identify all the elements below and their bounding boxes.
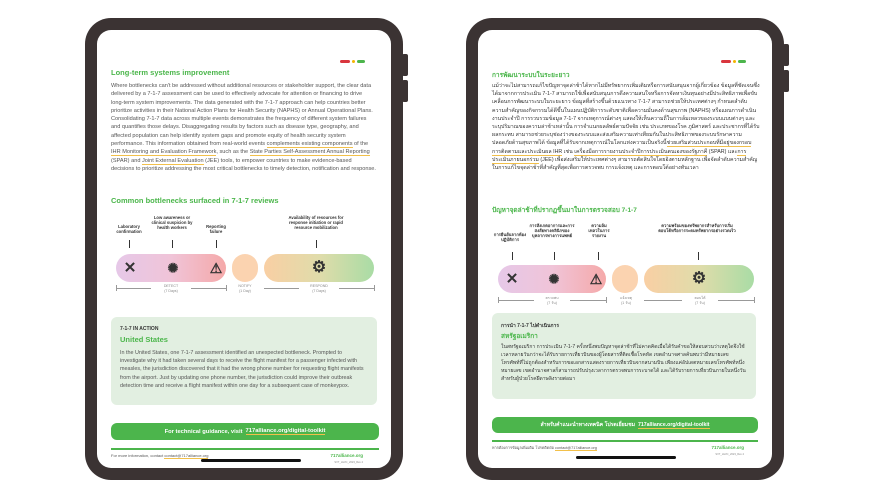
- bottleneck-label: การยืนยันจากห้องปฏิบัติการ: [493, 232, 527, 242]
- phase-name: ตอบโต้: [694, 296, 706, 300]
- text-span: , such as the: [216, 149, 250, 156]
- card-title: สหรัฐอเมริกา: [501, 333, 538, 340]
- volume-button: [783, 70, 789, 92]
- red-dot: [721, 60, 731, 63]
- technical-guidance-banner[interactable]: [111, 423, 379, 440]
- respond-pill: [264, 254, 374, 282]
- phase-notify: [231, 284, 259, 294]
- body-paragraph: [111, 82, 376, 173]
- cta-text: สำหรับคำแนะนำทางเทคนิค โปรดเยี่ยมชม: [540, 422, 636, 428]
- footer-site-link[interactable]: 717alliance.org: [711, 445, 744, 450]
- phase-duration: (7 Days): [312, 289, 326, 293]
- revision-code: SVT_HLVC_2023_Rev 4: [334, 461, 363, 464]
- link-complements[interactable]: complements existing components: [266, 141, 353, 148]
- revision-code: SVT_HLVC_2023_Rev 4: [715, 453, 744, 456]
- section-title: การพัฒนาระบบในระยะยาว: [492, 72, 570, 79]
- phase-duration: (1 วัน): [621, 301, 631, 305]
- english-page: [111, 30, 377, 468]
- toolkit-link[interactable]: 717alliance.org/digital-toolkit: [245, 428, 326, 434]
- axis-end: [498, 297, 499, 303]
- text-span: (SPAR) and: [111, 157, 142, 164]
- tick: [316, 240, 317, 248]
- phase-detect: [534, 296, 570, 306]
- phase-duration: (7 Days): [164, 289, 178, 293]
- green-dot: [357, 60, 365, 63]
- contact-email-link[interactable]: contact@717alliance.org: [164, 453, 209, 458]
- gear-icon: ⚙: [691, 270, 707, 287]
- text-span: (SPAR) และ: [707, 148, 738, 155]
- link-jee[interactable]: Joint External Evaluation: [141, 157, 204, 164]
- toolkit-link[interactable]: 717alliance.org/digital-toolkit: [638, 421, 710, 428]
- bottleneck-label: Low awareness or clinical suspicion by health workers: [151, 215, 193, 230]
- tick: [172, 240, 173, 248]
- section-title: Long-term systems improvement: [111, 68, 230, 77]
- footer-contact: [111, 453, 208, 458]
- green-dot: [738, 60, 746, 63]
- tick: [698, 252, 699, 260]
- text-span: of the: [352, 141, 369, 148]
- bottleneck-label: ความพร้อมของทรัพยากรสำหรับการเริ่มตอบโต้หรือการระดมทรัพยากรอย่างรวดเร็ว: [658, 223, 736, 233]
- respond-pill: [644, 265, 754, 293]
- card-kicker: 7-1-7 IN ACTION: [120, 326, 159, 332]
- cta-text: For technical guidance, visit: [164, 428, 243, 435]
- tick: [129, 240, 130, 248]
- link-ihr-framework[interactable]: IHR Monitoring and Evaluation Framework: [111, 149, 217, 156]
- bottleneck-label: Laboratory confirmation: [116, 224, 142, 234]
- link-jee[interactable]: การประเมินภายนอกร่วม: [492, 148, 747, 163]
- bottleneck-label: ความล้มเหลวในการรายงาน: [588, 223, 610, 238]
- phase-detect: [151, 284, 191, 294]
- gear-icon: ⚙: [311, 259, 327, 276]
- warning-icon: ⚠: [589, 271, 603, 287]
- tick: [598, 252, 599, 260]
- warning-icon: ⚠: [209, 260, 223, 276]
- left-screen: [97, 30, 391, 468]
- phase-notify: [612, 296, 640, 306]
- virus-icon: ✺: [167, 260, 179, 276]
- axis-end: [116, 285, 117, 291]
- yellow-dot: [352, 60, 355, 63]
- phase-name: แจ้งเหตุ: [619, 296, 633, 300]
- x-icon: ✕: [123, 259, 137, 277]
- diagram-title: Common bottlenecks surfaced in 7-1-7 reviews: [111, 196, 279, 205]
- text-span: Where bottlenecks can't be addressed without additional resources or stakeholder support, the clear data delivered by a 7-1-7 assessment can be used to effectively advocate for attention or financing to drive long-term system improvements. The data generated with the 7-1-7 approach can help countries better prioritize activities in their National Action Plans for Health Security (NAPHS) or Annual Operational Plans. Consolidating 7-1-7 data across multiple events demonstrates the frequency of different system failures and quantifies those delays. Disaggregating results by factors such as disease type, geography, and affected population can help identify system gaps and promote equity of health security system performance. This information obtained from real-world events: [111, 83, 373, 148]
- virus-icon: ✺: [548, 271, 560, 287]
- text-span: เช่น: [562, 148, 575, 155]
- axis-end: [606, 297, 607, 303]
- detect-pill: [498, 265, 606, 293]
- phase-respond: [682, 296, 718, 306]
- brand-dots: [721, 60, 746, 63]
- link-spar[interactable]: เครื่องมือการรายงานประจำปีการประเมินตนเองของรัฐภาคี: [574, 148, 708, 155]
- link-spar[interactable]: State Parties Self-Assessment Annual Reporting: [249, 149, 370, 156]
- tick: [554, 252, 555, 260]
- volume-button: [783, 44, 789, 66]
- yellow-dot: [733, 60, 736, 63]
- footer-rule: [492, 440, 758, 442]
- phase-name: ตรวจพบ: [545, 296, 559, 300]
- footer-rule: [111, 448, 379, 450]
- bottleneck-label: Availability of resources for response initiation or rapid resource mobilization: [288, 215, 344, 230]
- card-text: In the United States, one 7-1-7 assessment identified an unexpected bottleneck. Prompted to investigate why it had taken several days to receive the flight manifest for a passenger infected with measles, the jurisdiction discovered that it had the wrong phone number for requesting flight manifests from the airport. Just by updating one phone number, the jurisdiction could improve their outbreak detection time and receive a flight manifest within one day for a subsequent case of monkeypox.: [120, 350, 364, 389]
- body-paragraph: [492, 82, 760, 172]
- text-span: แม้ว่าจะไม่สามารถแก้ไขปัญหาจุดล่าช้าได้หากไม่มีทรัพยากรเพิ่มเติมหรือการสนับสนุนจากผู้เกี่ยวข้อง ข้อมูลที่ชัดเจนซึ่งได้มาจากการประเมิน 7-1-7 สามารถใช้เพื่อสนับสนุนการดึงความสนใจหรือการจัดหาเงินทุนอย่างมีประสิทธิภาพเพื่อขับเคลื่อนการพัฒนาระบบในระยะยาว ข้อมูลที่สร้างขึ้นด้วยแนวทาง 7-1-7 สามารถช่วยให้ประเทศต่างๆ กำหนดลำดับความสำคัญของกิจกรรมได้ดีขึ้นในแผนปฏิบัติการระดับชาติเพื่อความมั่นคงด้านสุขภาพ (NAPHS) หรือแผนการดำเนินงานประจำปี การรวบรวมข้อมูล 7-1-7 จากเหตุการณ์ต่างๆ แสดงให้เห็นความถี่ในการล้มเหลวของระบบแบบต่างๆ และระบุปริมาณของความล่าช้าเหล่านั้น การจำแนกผลลัพธ์ตามปัจจัย เช่น ประเภทของโรค ภูมิศาสตร์ และประชากรที่ได้รับผลกระทบ สามารถช่วยระบุช่องว่างของระบบและส่งเสริมความเท่าเทียมกันในประสิทธิภาพของระบบรักษาความปลอดภัยด้านสุขภาพได้ ข้อมูลที่ได้รับจากเหตุการณ์ในโลกแห่งความเป็นจริงนี้: [492, 83, 760, 147]
- diagram-title: ปัญหาจุดล่าช้าที่ปรากฏขึ้นมาในการตรวจสอบ 7-1-7: [492, 207, 637, 214]
- volume-button: [402, 80, 408, 102]
- red-dot: [340, 60, 350, 63]
- in-action-card: [111, 317, 377, 405]
- footer-contact: [492, 445, 597, 451]
- phase-duration: (7 วัน): [547, 301, 557, 305]
- axis-end: [754, 297, 755, 303]
- notify-pill: [612, 265, 638, 293]
- axis-end: [226, 285, 227, 291]
- card-text: ในสหรัฐอเมริกา การประเมิน 7-1-7 ครั้งหนึ่งพบปัญหาจุดล่าช้าที่ไม่คาดคิดเมื่อได้รับคำขอให้สอบสวนว่าเหตุใดจึงใช้เวลาหลายวันกว่าจะได้รับรายการเที่ยวบินของผู้โดยสารที่ติดเชื้อโรคหัด เขตอำนาจศาลค้นพบว่ามีหมายเลขโทรศัพท์ที่ไม่ถูกต้องสำหรับการขอเอกสารแสดงรายการเที่ยวบินจากสนามบิน เพียงแค่อัปเดตหมายเลขโทรศัพท์หนึ่งหมายเลข เขตอำนาจศาลก็สามารถปรับปรุงเวลาการตรวจพบการระบาดได้ และได้รับรายการเที่ยวบินภายในหนึ่งวันสำหรับผู้ป่วยโรคฝีดาษลิงรายต่อมา: [501, 344, 746, 382]
- axis-end: [374, 285, 375, 291]
- thai-page: [492, 30, 758, 468]
- left-tablet-frame: [85, 18, 403, 480]
- phase-respond: [299, 284, 339, 294]
- link-ihr-framework[interactable]: ช่วยเสริมส่วนประกอบที่มีอยู่ของกรอบการติดตามและประเมินผล IHR: [492, 140, 752, 155]
- phase-name: DETECT: [163, 284, 179, 288]
- technical-guidance-banner[interactable]: [492, 417, 758, 433]
- right-screen: [478, 30, 772, 468]
- right-tablet-frame: [466, 18, 784, 480]
- contact-email-link[interactable]: contact@717alliance.org: [555, 446, 597, 450]
- phase-duration: (7 วัน): [695, 301, 705, 305]
- bottleneck-diagram: [492, 220, 762, 305]
- footer-site-link[interactable]: 717alliance.org: [330, 453, 363, 458]
- footer-prefix: For more information, contact: [111, 453, 165, 458]
- x-icon: ✕: [505, 270, 519, 288]
- phase-name: NOTIFY: [238, 284, 252, 288]
- tick: [512, 252, 513, 260]
- footer-prefix: หากต้องการข้อมูลเพิ่มเติม โปรดติดต่อ: [492, 446, 556, 450]
- detect-pill: [116, 254, 226, 282]
- card-title: United States: [120, 335, 168, 344]
- volume-button: [402, 54, 408, 76]
- notify-pill: [232, 254, 258, 282]
- home-indicator[interactable]: [576, 456, 676, 459]
- bottleneck-diagram: [111, 210, 381, 293]
- bottleneck-label: การสังเกตอาการและการสงสัยทางคลินิกของบุคลากรทางการแพทย์: [529, 223, 575, 238]
- text-span: (JEE) tools, to empower countries to make evidence-based decisions to prioritize addressing the most critical bottlenecks to timely detection, notification and response.: [111, 157, 376, 172]
- card-kicker: การนำ 7-1-7 ไปดำเนินการ: [501, 323, 560, 329]
- phase-duration: (1 Day): [239, 289, 251, 293]
- tick: [216, 240, 217, 248]
- in-action-card: [492, 313, 756, 399]
- home-indicator[interactable]: [201, 459, 301, 462]
- bottleneck-label: Reporting failure: [206, 224, 226, 234]
- text-span: (JEE) เพื่อส่งเสริมให้ประเทศต่างๆ สามารถตัดสินใจโดยอิงตามหลักฐาน เพื่อจัดลำดับความสำคัญในการแก้ไขจุดล่าช้าที่สำคัญที่สุดเพื่อการตรวจพบ การแจ้งเหตุ และการตอบโต้อย่างทันเวลา: [492, 156, 758, 172]
- brand-dots: [340, 60, 365, 63]
- phase-name: RESPOND: [310, 284, 328, 288]
